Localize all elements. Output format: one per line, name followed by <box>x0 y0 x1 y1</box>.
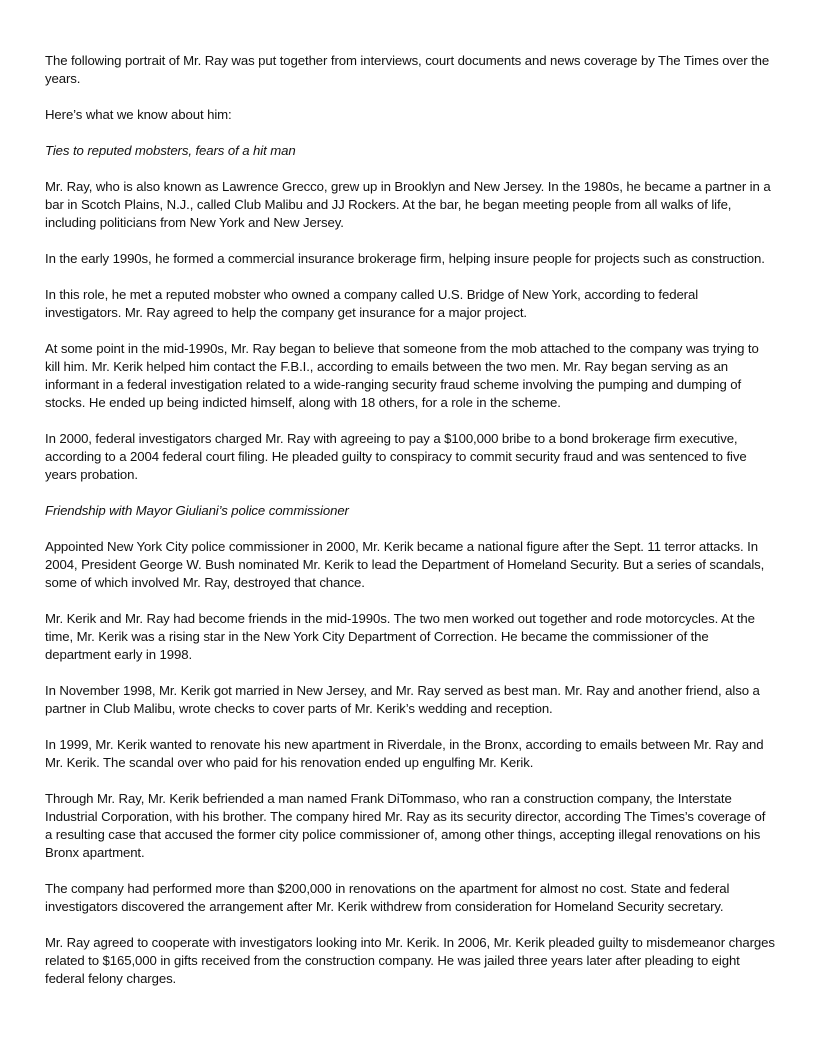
document-page <box>45 52 775 1006</box>
body-paragraph: Mr. Ray agreed to cooperate with investigators looking into Mr. Kerik. In 2006, Mr. Kerik pleaded guilty to misdemeanor charges related to $165,000 in gifts received from the construction company. He was jailed three years later after pleading to eight federal felony charges. <box>45 935 775 986</box>
body-paragraph: Appointed New York City police commissioner in 2000, Mr. Kerik became a national figure after the Sept. 11 terror attacks. In 2004, President George W. Bush nominated Mr. Kerik to lead the Department of Homeland Security. But a series of scandals, some of which involved Mr. Ray, destroyed that chance. <box>45 539 765 590</box>
body-paragraph: The company had performed more than $200,000 in renovations on the apartment for almost no cost. State and federal investigators discovered the arrangement after Mr. Kerik withdrew from consideration for Homeland Security secretary. <box>45 881 730 914</box>
body-paragraph: In November 1998, Mr. Kerik got married in New Jersey, and Mr. Ray served as best man. Mr. Ray and another friend, also a partner in Club Malibu, wrote checks to cover parts of Mr. Kerik’s wedding and reception. <box>45 683 760 716</box>
body-paragraph: In this role, he met a reputed mobster who owned a company called U.S. Bridge of New York, according to federal investigators. Mr. Ray agreed to help the company get insurance for a major project. <box>45 287 699 320</box>
intro-paragraph: The following portrait of Mr. Ray was put together from interviews, court documents and news coverage by The Times over the years. <box>45 53 770 86</box>
body-paragraph: In 2000, federal investigators charged Mr. Ray with agreeing to pay a $100,000 bribe to a bond brokerage firm executive, according to a 2004 federal court filing. He pleaded guilty to conspiracy to commit security fraud and was sentenced to five years probation. <box>45 431 747 482</box>
section-heading-friendship: Friendship with Mayor Giuliani’s police commissioner <box>45 503 349 518</box>
body-paragraph: In the early 1990s, he formed a commercial insurance brokerage firm, helping insure people for projects such as construction. <box>45 251 765 266</box>
body-paragraph: Through Mr. Ray, Mr. Kerik befriended a man named Frank DiTommaso, who ran a construction company, the Interstate Industrial Corporation, with his brother. The company hired Mr. Ray as its security director, according The Times’s coverage of a resulting case that accused the former city police commissioner of, among other things, accepting illegal renovations on his Bronx apartment. <box>45 791 766 860</box>
section-heading-mobsters: Ties to reputed mobsters, fears of a hit man <box>45 143 296 158</box>
body-paragraph: Mr. Ray, who is also known as Lawrence Grecco, grew up in Brooklyn and New Jersey. In the 1980s, he became a partner in a bar in Scotch Plains, N.J., called Club Malibu and JJ Rockers. At the bar, he began meeting people from all walks of life, including politicians from New York and New Jersey. <box>45 179 771 230</box>
body-paragraph: In 1999, Mr. Kerik wanted to renovate his new apartment in Riverdale, in the Bronx, according to emails between Mr. Ray and Mr. Kerik. The scandal over who paid for his renovation ended up engulfing Mr. Kerik. <box>45 737 764 770</box>
body-paragraph: Mr. Kerik and Mr. Ray had become friends in the mid-1990s. The two men worked out together and rode motorcycles. At the time, Mr. Kerik was a rising star in the New York City Department of Correction. He became the commissioner of the department early in 1998. <box>45 611 755 662</box>
body-paragraph: At some point in the mid-1990s, Mr. Ray began to believe that someone from the mob attached to the company was trying to kill him. Mr. Kerik helped him contact the F.B.I., according to emails between the two men. Mr. Ray began serving as an informant in a federal investigation related to a wide-ranging security fraud scheme involving the pumping and dumping of stocks. He ended up being indicted himself, along with 18 others, for a role in the scheme. <box>45 341 759 410</box>
intro-lead-paragraph: Here’s what we know about him: <box>45 107 232 122</box>
